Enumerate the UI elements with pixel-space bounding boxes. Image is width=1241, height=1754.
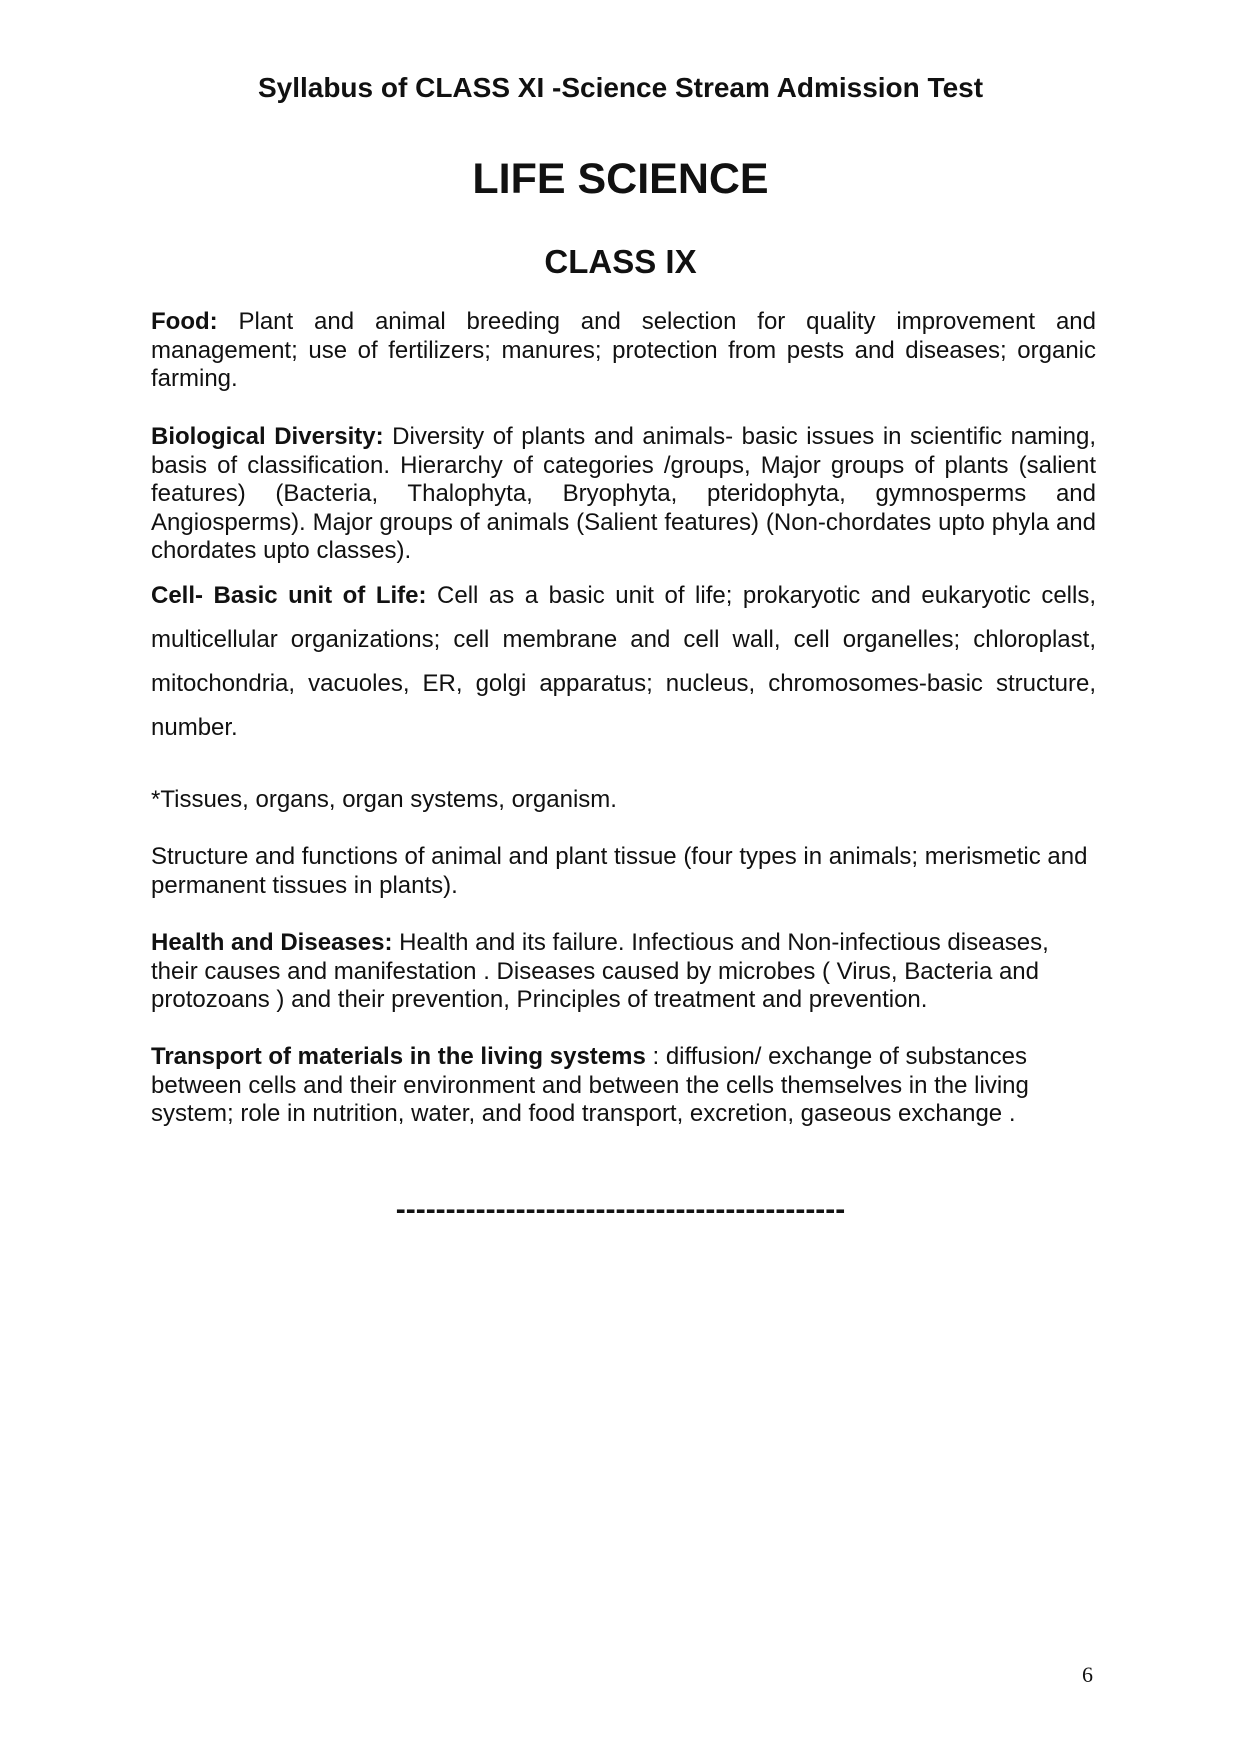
class-subtitle: CLASS IX (544, 243, 697, 280)
section-text-food: Plant and animal breeding and selection for quality improvement and management; use of fertilizers; manures; protection from pests and diseases; organic farming. (151, 308, 1096, 392)
section-text-cell: Cell as a basic unit of life; prokaryotic and eukaryotic cells, multicellular organizations; cell membrane and cell wall, cell organelles; chloroplast, mitochondria, vacuoles, ER, golgi apparatus; nucleus, chromosomes-basic structure, number. (151, 582, 1097, 741)
section-tissues (151, 786, 1096, 815)
section-cell (151, 574, 1096, 750)
separator-line: --------------------------------------------- (395, 1193, 846, 1226)
page-number: 6 (1082, 1662, 1093, 1687)
section-text-biological-diversity: Diversity of plants and animals- basic issues in scientific naming, basis of classification. Hierarchy of categories /groups, Major groups of plants (salient features) (Bacteria, Thalophyta, Bryophyta, pteridophyta, gymnosperms and Angiosperms). Major groups of animals (Salient features) (Non-chordates upto phyla and chordates upto classes). (151, 423, 1096, 564)
section-text-health: Health and its failure. Infectious and Non-infectious diseases, their causes and manifestation . Diseases caused by microbes ( Virus, Bacteria and protozoans ) and their prevention, Principles of treatment and prevention. (151, 929, 1049, 1013)
section-heading-transport: Transport of materials in the living systems (151, 1043, 646, 1070)
section-structure (151, 843, 1096, 900)
section-text-structure: Structure and functions of animal and plant tissue (four types in animals; merismetic and permanent tissues in plants). (151, 843, 1088, 899)
section-text-transport: : diffusion/ exchange of substances between cells and their environment and between the cells themselves in the living system; role in nutrition, water, and food transport, excretion, gaseous exchange . (151, 1043, 1029, 1127)
document-header: Syllabus of CLASS XI -Science Stream Admission Test (257, 72, 984, 103)
section-heading-biological-diversity: Biological Diversity: (151, 423, 384, 450)
section-heading-health: Health and Diseases: (151, 929, 393, 956)
section-heading-food: Food: (151, 308, 218, 335)
section-food (151, 308, 1096, 394)
section-transport (151, 1043, 1096, 1129)
section-biological-diversity (151, 423, 1096, 566)
section-health (151, 929, 1096, 1015)
section-text-tissues: *Tissues, organs, organ systems, organism. (151, 786, 617, 813)
page-title: LIFE SCIENCE (472, 155, 769, 203)
section-heading-cell: Cell- Basic unit of Life: (151, 582, 427, 609)
